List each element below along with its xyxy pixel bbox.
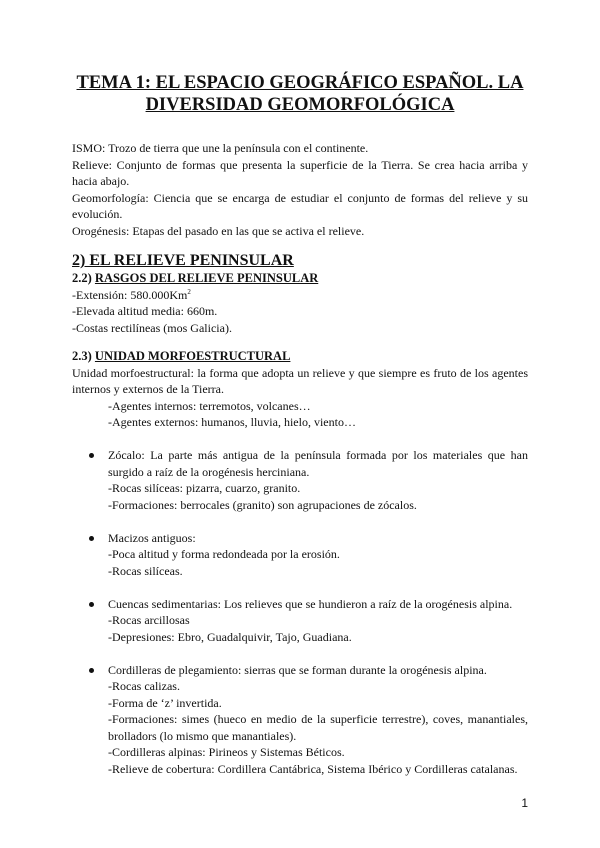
definitions — [72, 140, 528, 239]
list-item-line: -Rocas arcillosas — [108, 613, 190, 627]
subsection-number: 2.3) — [72, 349, 92, 363]
definition-relieve: Relieve: Conjunto de formas que presenta la superficie de la Tierra. Se crea hacia arriba y hacia abajo. — [72, 157, 528, 188]
list-item-cordilleras — [72, 662, 528, 778]
bullet-icon — [89, 453, 94, 458]
list-item-line: -Rocas calizas. — [108, 679, 180, 693]
list-item-head: Cordilleras de plegamiento: sierras que se forman durante la orogénesis alpina. — [108, 662, 487, 677]
list-item-line: -Formaciones: berrocales (granito) son agrupaciones de zócalos. — [108, 497, 417, 512]
list-item-head: Zócalo: La parte más antigua de la península formada por los materiales que han surgido a raíz de la orogénesis herciniana. — [108, 448, 528, 479]
rasgo-altitud: -Elevada altitud media: 660m. — [72, 304, 218, 318]
bullet-icon — [89, 536, 94, 541]
definition-ismo: ISMO: Trozo de tierra que une la península con el continente. — [72, 141, 369, 155]
rasgo-extension — [72, 287, 528, 304]
list-item-line: -Relieve de cobertura: Cordillera Cantábrica, Sistema Ibérico y Cordilleras catalanas. — [108, 761, 518, 776]
list-item-line: -Formaciones: simes (hueco en medio de la superficie terrestre), coves, manantiales, brolladors (lo mismo que manantiales). — [108, 712, 528, 743]
list-item-line: -Depresiones: Ebro, Guadalquivir, Tajo, Guadiana. — [108, 629, 352, 644]
subsection-heading-unidad — [72, 348, 528, 365]
subsection-title: RASGOS DEL RELIEVE PENINSULAR — [94, 271, 319, 285]
list-item-line: -Cordilleras alpinas: Pirineos y Sistemas Béticos. — [108, 745, 345, 759]
agentes-internos: -Agentes internos: terremotos, volcanes… — [108, 398, 311, 413]
definition-geomorfologia: Geomorfología: Ciencia que se encarga de estudiar el conjunto de formas del relieve y su evolución. — [72, 190, 528, 221]
page-number: 1 — [521, 796, 528, 810]
list-item-line: -Rocas silíceas: pizarra, cuarzo, granito. — [108, 481, 301, 495]
list-item-line: -Forma de ‘z’ invertida. — [108, 695, 222, 710]
extension-text: -Extensión: 580.000Km — [72, 287, 188, 302]
document-title — [72, 72, 528, 116]
list-item-line: -Rocas silíceas. — [108, 563, 183, 578]
extension-superscript: 2 — [187, 287, 191, 296]
list-item-macizos — [72, 530, 528, 580]
document-page — [72, 72, 528, 777]
list-item-cuencas — [72, 596, 528, 646]
rasgo-costas: -Costas rectilíneas (mos Galicia). — [72, 320, 232, 335]
section-heading-relieve-peninsular: 2) EL RELIEVE PENINSULAR — [72, 252, 294, 269]
list-item-zocalo — [72, 447, 528, 513]
bullet-icon — [89, 668, 94, 673]
subsection-number: 2.2) — [72, 271, 92, 285]
title-line-2: DIVERSIDAD GEOMORFOLÓGICA — [145, 95, 455, 115]
list-item-line: -Poca altitud y forma redondeada por la erosión. — [108, 547, 340, 561]
subsection-title: UNIDAD MORFOESTRUCTURAL — [94, 349, 291, 363]
unidades-list — [72, 447, 528, 777]
list-item-head: Cuencas sedimentarias: Los relieves que se hundieron a raíz de la orogénesis alpina. — [108, 596, 513, 611]
unidad-intro: Unidad morfoestructural: la forma que adopta un relieve y que siempre es fruto de los agentes internos y externos de la Tierra. — [72, 365, 528, 396]
subsection-heading-rasgos — [72, 270, 528, 287]
list-item-head: Macizos antiguos: — [108, 530, 196, 545]
bullet-icon — [89, 602, 94, 607]
definition-orogenesis: Orogénesis: Etapas del pasado en las que se activa el relieve. — [72, 223, 365, 238]
title-line-1: TEMA 1: EL ESPACIO GEOGRÁFICO ESPAÑOL. LA — [76, 73, 524, 93]
agentes-externos: -Agentes externos: humanos, lluvia, hielo, viento… — [108, 415, 356, 429]
